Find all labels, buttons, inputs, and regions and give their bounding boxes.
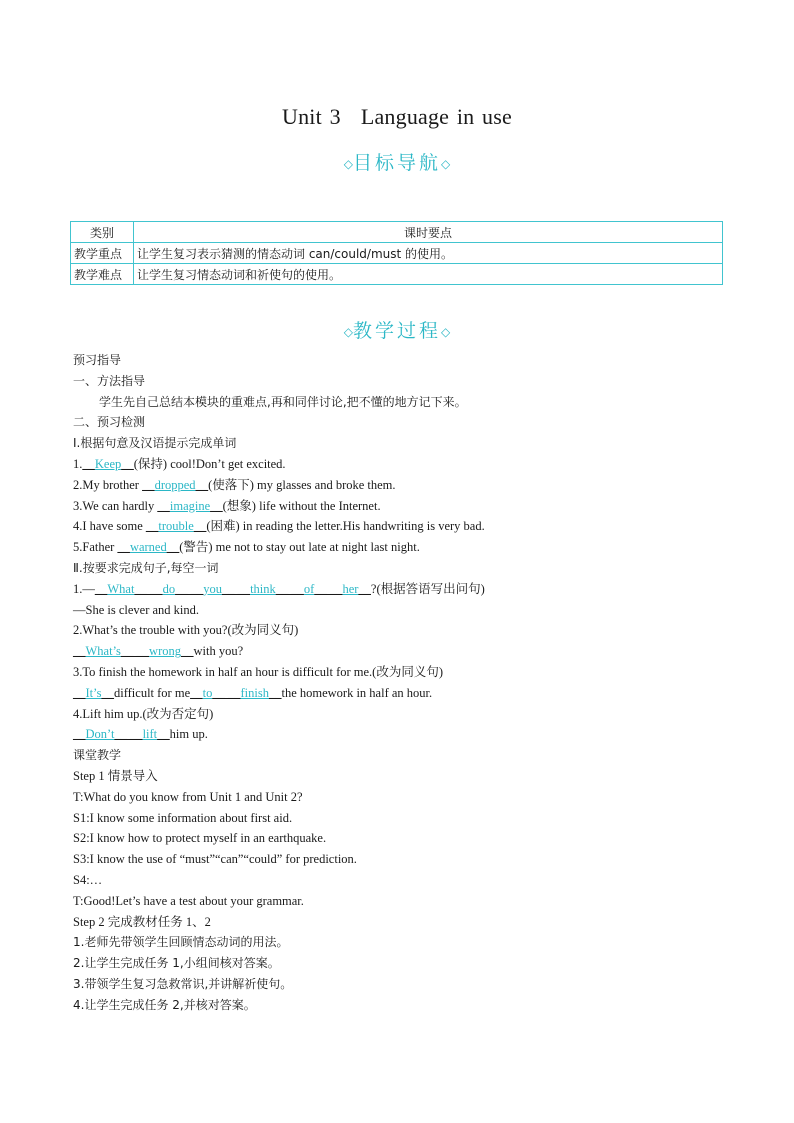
question-text: difficult for me — [113, 685, 191, 700]
dialog-line: S1:I know some information about first aid. — [73, 810, 293, 825]
diamond-icon: ◇ — [441, 325, 451, 339]
process-heading-text: 教学过程 — [352, 320, 441, 342]
exercise-item: 5.Father __warned__(警告) me not to stay out late at night last night. — [73, 540, 420, 555]
question-text: 2.What’s the trouble with you?(改为同义句) — [73, 623, 299, 638]
question-text: 5.Father — [73, 540, 118, 555]
exercise-item: 4.I have some __trouble__(困难) in reading the letter.His handwriting is very bad. — [73, 519, 485, 534]
question-text: 3.To finish the homework in half an hour is difficult for me.(改为同义句) — [73, 664, 444, 679]
section-heading-goals — [0, 148, 794, 175]
dialog-line: S3:I know the use of “must”“can”“could” for prediction. — [73, 852, 357, 867]
dialog-line: S2:I know how to protect myself in an earthquake. — [73, 831, 327, 846]
answer-line: __It’s__difficult for me__to__ __finish__the homework in half an hour. — [73, 685, 433, 700]
goals-heading-text: 目标导航 — [352, 152, 441, 174]
answer-blank: you — [203, 581, 222, 596]
exercise-item: 1.—__What__ __do__ __you__ __think__ __of__ __her__?(根据答语写出问句) — [73, 581, 485, 596]
dialog-line: T:Good!Let’s have a test about your grammar. — [73, 893, 304, 908]
answer-blank: imagine — [169, 498, 211, 513]
table-cell-point: 让学生复习表示猜测的情态动词 can/could/must 的使用。 — [134, 243, 723, 264]
question-text: 4.I have some — [73, 519, 146, 534]
lesson-body — [73, 350, 753, 1016]
answer-blank: What’s — [85, 644, 121, 659]
table-header-cell: 课时要点 — [134, 222, 723, 243]
answer-blank: Keep — [94, 456, 122, 471]
question-text: (使落下) my glasses and broke them. — [208, 477, 396, 492]
answer-blank: It’s — [85, 685, 102, 700]
answer-blank: to — [202, 685, 213, 700]
task-item: 4.让学生完成任务 2,并核对答案。 — [73, 997, 256, 1012]
dialog-line: T:What do you know from Unit 1 and Unit 2? — [73, 789, 303, 804]
answer-blank: Don’t — [85, 727, 115, 742]
question-text: 4.Lift him up.(改为否定句) — [73, 706, 214, 721]
exercise-item: 2.My brother __dropped__(使落下) my glasses and broke them. — [73, 477, 396, 492]
title-unit: Unit 3 — [282, 104, 341, 129]
exercise-item: 1.__Keep__(保持) cool!Don’t get excited. — [73, 456, 286, 471]
table-cell-category: 教学重点 — [71, 243, 134, 264]
answer-blank: of — [303, 581, 315, 596]
answer-line: —She is clever and kind. — [73, 602, 200, 617]
table-row — [71, 264, 723, 285]
exercise-item: 3.We can hardly __imagine__(想象) life without the Internet. — [73, 498, 381, 513]
section-heading-process — [0, 316, 794, 343]
preview-title: 预习指导 — [73, 353, 122, 367]
question-text: with you? — [193, 644, 244, 659]
answer-blank: do — [162, 581, 176, 596]
question-text: (困难) in reading the letter.His handwriting is very bad. — [206, 519, 485, 534]
method-text: 学生先自己总结本模块的重难点,再和同伴讨论,把不懂的地方记下来。 — [99, 394, 467, 409]
table-header-cell: 类别 — [71, 222, 134, 243]
question-text: (警告) me not to stay out late at night last night. — [179, 540, 420, 555]
answer-line: __Don’t__ __lift__him up. — [73, 727, 208, 742]
table-cell-category: 教学难点 — [71, 264, 134, 285]
question-text: 3.We can hardly — [73, 498, 158, 513]
answer-blank: think — [250, 581, 276, 596]
answer-line: __What’s__ __wrong__with you? — [73, 644, 244, 659]
table-row — [71, 243, 723, 264]
step-title: Step 2 完成教材任务 1、2 — [73, 914, 211, 929]
task-item: 1.老师先带领学生回顾情态动词的用法。 — [73, 935, 289, 950]
question-text: (想象) life without the Internet. — [222, 498, 381, 513]
class-teaching-title: 课堂教学 — [73, 748, 122, 763]
table-header-row — [71, 222, 723, 243]
answer-blank: warned — [129, 540, 167, 555]
dialog-line: S4:… — [73, 872, 103, 887]
title-topic: Language in use — [360, 104, 512, 129]
answer-blank: What — [107, 581, 135, 596]
question-number: 1.— — [73, 581, 95, 596]
answer-blank: dropped — [154, 477, 196, 492]
diamond-icon: ◇ — [343, 157, 353, 171]
check-title: 二、预习检测 — [73, 415, 146, 430]
page-title — [0, 104, 794, 130]
answer-blank: her — [342, 581, 359, 596]
question-text: the homework in half an hour. — [281, 685, 433, 700]
answer-blank: trouble — [158, 519, 194, 534]
part1-title: Ⅰ.根据句意及汉语提示完成单词 — [73, 436, 237, 451]
method-title: 一、方法指导 — [73, 373, 146, 388]
table-cell-point: 让学生复习情态动词和祈使句的使用。 — [134, 264, 723, 285]
diamond-icon: ◇ — [343, 325, 353, 339]
task-item: 3.带领学生复习急救常识,并讲解祈使句。 — [73, 976, 293, 991]
diamond-icon: ◇ — [441, 157, 451, 171]
question-text: him up. — [169, 727, 208, 742]
question-text: ?(根据答语写出问句) — [370, 581, 485, 596]
answer-blank: lift — [142, 727, 158, 742]
lesson-points-table — [70, 221, 723, 285]
step-title: Step 1 情景导入 — [73, 768, 158, 783]
answer-blank: wrong — [149, 644, 181, 659]
question-text: (保持) cool!Don’t get excited. — [133, 456, 286, 471]
question-number: 1. — [73, 456, 83, 471]
answer-blank: finish — [240, 685, 269, 700]
part2-title: Ⅱ.按要求完成句子,每空一词 — [73, 560, 219, 575]
task-item: 2.让学生完成任务 1,小组间核对答案。 — [73, 956, 280, 971]
question-text: 2.My brother — [73, 477, 143, 492]
